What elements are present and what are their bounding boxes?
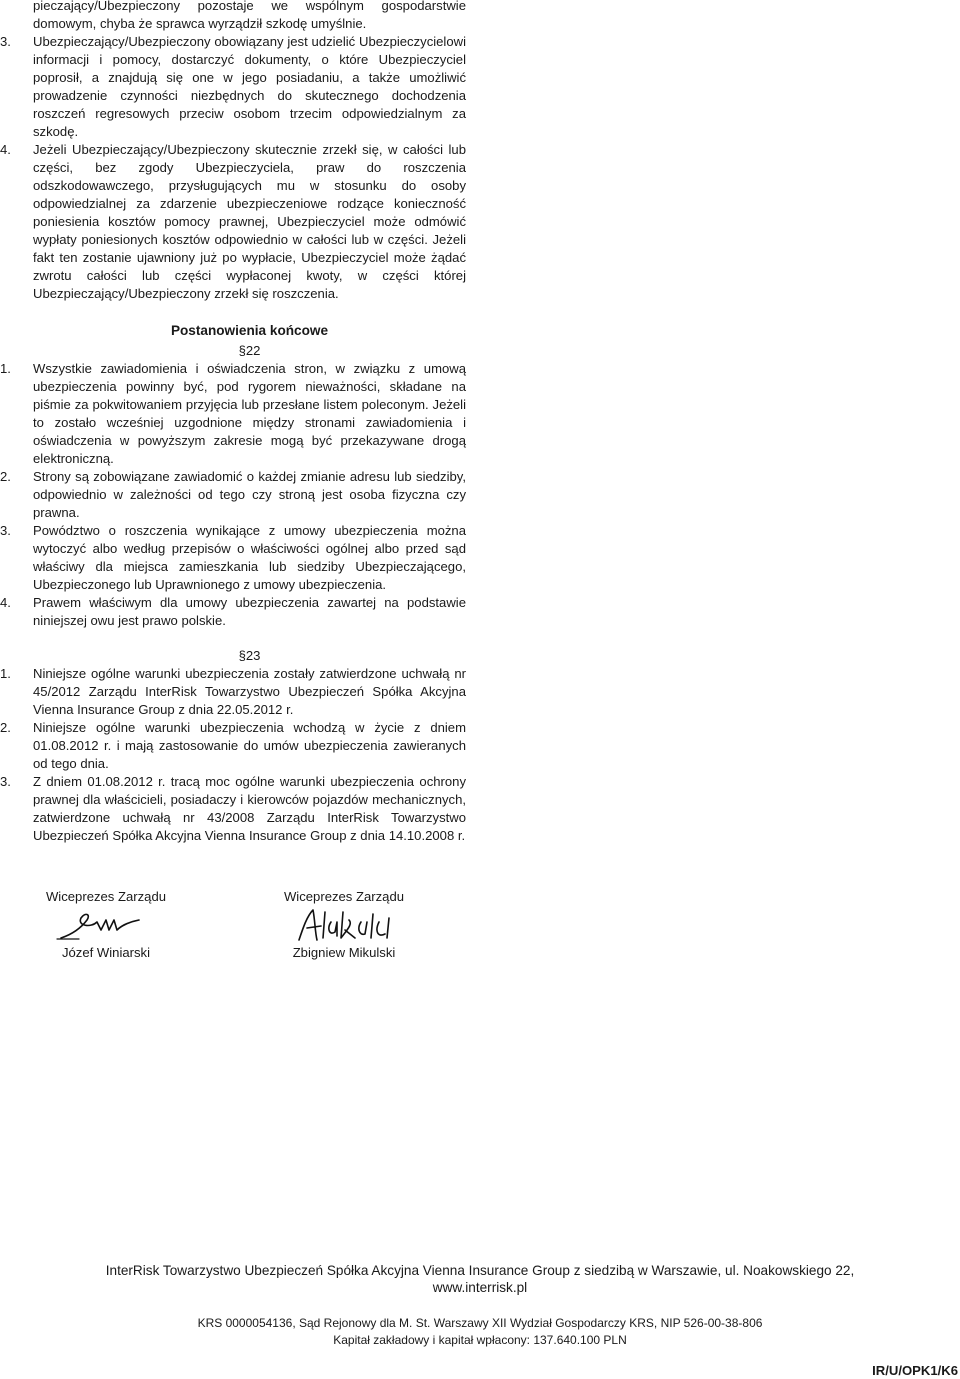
clause-item xyxy=(0,522,466,594)
clause-number: 1. xyxy=(0,666,11,681)
clause-item xyxy=(0,360,466,468)
capital-info: Kapitał zakładowy i kapitał wpłacony: 137.640.100 PLN xyxy=(333,1333,627,1347)
signatory-role: Wiceprezes Zarządu xyxy=(45,889,167,904)
footer-registry xyxy=(0,1315,960,1349)
company-address: InterRisk Towarzystwo Ubezpieczeń Spółka Akcyjna Vienna Insurance Group z siedzibą w Warszawie, ul. Noakowskiego 22, xyxy=(105,1263,855,1278)
signatory-role: Wiceprezes Zarządu xyxy=(283,889,405,904)
clause-number: 3. xyxy=(0,34,11,49)
section-22 xyxy=(0,322,466,630)
section-top xyxy=(0,0,466,303)
section-heading: Postanowienia końcowe xyxy=(170,323,329,338)
clause-number: 1. xyxy=(0,361,11,376)
registry-info: KRS 0000054136, Sąd Rejonowy dla M. St. Warszawy XII Wydział Gospodarczy KRS, NIP 526-00-38-806 xyxy=(197,1316,763,1330)
document-reference: IR/U/OPK1/K6 xyxy=(872,1363,958,1378)
signatory-name: Józef Winiarski xyxy=(61,945,151,960)
clause-item xyxy=(0,594,466,630)
clause-text: Strony są zobowiązane zawiadomić o każdej zmianie adresu lub siedziby, odpowiednio w zależności od tego czy stroną jest osoba fizyczna czy prawna. xyxy=(33,469,466,520)
clause-text: Wszystkie zawiadomienia i oświadczenia stron, w związku z umową ubezpieczenia powinny być, pod rygorem nieważności, składane na piśmie za pokwitowaniem przyjęcia lub przesłane listem poleconym. Jeżeli to zostało wcześniej uzgodnione między stronami zawiadomienia i oświadczenia w powyższym zakresie mogą być przekazywane drogą elektroniczną. xyxy=(33,361,466,466)
clause-item xyxy=(0,33,466,141)
clause-text: Jeżeli Ubezpieczający/Ubezpieczony skutecznie zrzekł się, w całości lub części, bez zgody Ubezpieczyciela, praw do roszczenia odszkodowawczego, przysługujących mu w stosunku do osoby odpowiedzialnej za zdarzenie ubezpieczeniowe rodzące konieczność poniesienia kosztów pomocy prawnej, Ubezpieczyciel może odmówić wypłaty poniesionych kosztów odpowiednio w całości lub w części. Jeżeli fakt ten zostanie ujawniony już po wypłacie, Ubezpieczyciel może żądać zwrotu całości lub części wypłaconej kwoty, w części której Ubezpieczający/Ubezpieczony zrzekł się roszczenia. xyxy=(33,142,466,301)
clause-text: Niniejsze ogólne warunki ubezpieczenia zostały zatwierdzone uchwałą nr 45/2012 Zarządu InterRisk Towarzystwo Ubezpieczeń Spółka Akcyjna Vienna Insurance Group z dnia 22.05.2012 r. xyxy=(33,666,466,717)
signatory-name: Zbigniew Mikulski xyxy=(292,945,396,960)
clause-item xyxy=(0,665,466,719)
clause-number: 3. xyxy=(0,523,11,538)
company-website: www.interrisk.pl xyxy=(432,1280,528,1295)
paragraph-mark: §23 xyxy=(238,648,261,663)
clause-number: 4. xyxy=(0,142,11,157)
paragraph-mark: §22 xyxy=(238,343,261,358)
clause-text: Ubezpieczający/Ubezpieczony obowiązany jest udzielić Ubezpieczycielowi informacji i pomocy, dostarczyć dokumenty, o które Ubezpieczyciel poprosił, a znajdują się one w jego posiadaniu, a także umożliwić prowadzenie czynności niezbędnych do skutecznego dochodzenia roszczeń regresowych przeciw osobom trzecim odpowiedzialnym za szkodę. xyxy=(33,34,466,139)
clause-text: Prawem właściwym dla umowy ubezpieczenia zawartej na podstawie niniejszej owu jest prawo polskie. xyxy=(33,595,466,628)
clause-item xyxy=(0,468,466,522)
clause-number: 2. xyxy=(0,469,11,484)
handwritten-signature-icon xyxy=(279,908,409,942)
clause-number: 2. xyxy=(0,720,11,735)
clause-item xyxy=(0,773,466,845)
clause-number: 3. xyxy=(0,774,11,789)
clause-item xyxy=(0,141,466,303)
clause-text: Powództwo o roszczenia wynikające z umowy ubezpieczenia można wytoczyć albo według przepisów o właściwości ogólnej albo przed sąd właściwy dla miejsca zamieszkania lub siedziby Ubezpieczającego, Ubezpieczonego lub Uprawnionego z umowy ubezpieczenia. xyxy=(33,523,466,592)
clause-text: Niniejsze ogólne warunki ubezpieczenia wchodzą w życie z dniem 01.08.2012 r. i mają zastosowanie do umów ubezpieczenia zawieranych od tego dnia. xyxy=(33,720,466,771)
clause-item xyxy=(0,719,466,773)
clause-text: Z dniem 01.08.2012 r. tracą moc ogólne warunki ubezpieczenia ochrony prawnej dla właścicieli, posiadaczy i kierowców pojazdów mechanicznych, zatwierdzone uchwałą nr 43/2008 Zarządu InterRisk Towarzystwo Ubezpieczeń Spółka Akcyjna Vienna Insurance Group z dnia 14.10.2008 r. xyxy=(33,774,466,843)
clause-number: 4. xyxy=(0,595,11,610)
signature-block-left xyxy=(6,888,206,962)
continuation-paragraph: pieczający/Ubezpieczony pozostaje we wspólnym gospodarstwie domowym, chyba że sprawca wyrządził szkodę umyślnie. xyxy=(33,0,466,31)
section-23 xyxy=(0,647,466,845)
signature-block-right xyxy=(244,888,444,962)
handwritten-signature-icon xyxy=(51,908,161,942)
footer-company xyxy=(0,1262,960,1296)
